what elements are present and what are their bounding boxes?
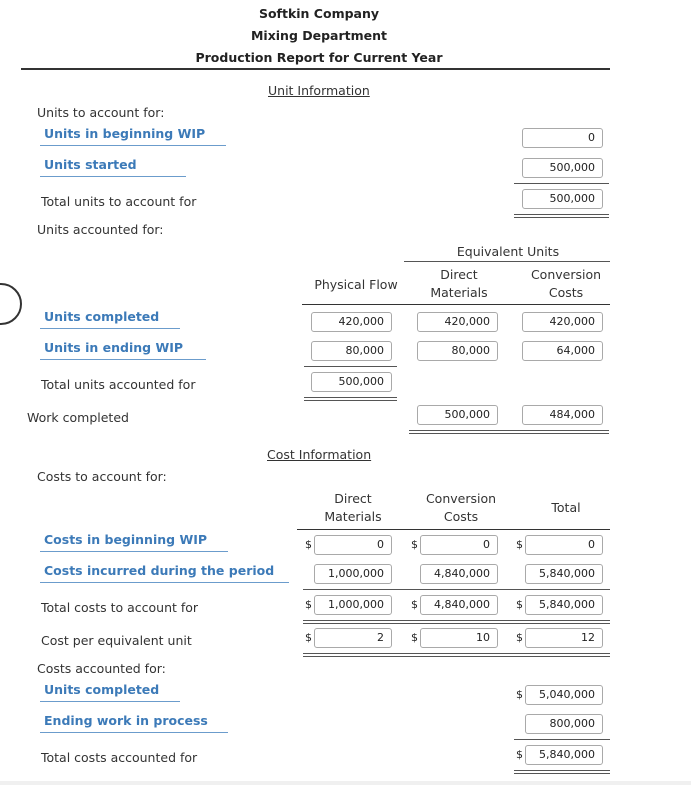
total-costs-label: Total costs to account for	[41, 600, 199, 615]
total-units-label: Total units to account for	[41, 194, 197, 209]
cost-total-double-rule	[303, 620, 610, 624]
scroll-indicator-circle	[0, 283, 22, 325]
total-units-input[interactable]: 500,000	[522, 189, 603, 209]
units-to-account-label: Units to account for:	[37, 105, 165, 120]
bottom-scroll-edge	[0, 781, 691, 785]
ending-physical-input[interactable]: 80,000	[311, 341, 392, 361]
costs-incurred-total-input[interactable]: 5,840,000	[525, 564, 603, 584]
unit-info-title: Unit Information	[268, 83, 370, 98]
units-beginning-wip-input[interactable]: 0	[522, 128, 603, 148]
cpeu-cc-input[interactable]: 10	[420, 628, 498, 648]
cost-col-direct-materials: Direct Materials	[324, 491, 382, 524]
dollar-sign: $	[411, 598, 418, 611]
total-costs-accounted-input[interactable]: 5,840,000	[525, 745, 603, 765]
costs-bwip-dm-input[interactable]: 0	[314, 535, 392, 555]
work-completed-cc-input[interactable]: 484,000	[522, 405, 603, 425]
costs-to-account-label: Costs to account for:	[37, 469, 167, 484]
total-accounted-physical-input[interactable]: 500,000	[311, 372, 392, 392]
dollar-sign: $	[516, 598, 523, 611]
equiv-units-header: Equivalent Units	[456, 244, 560, 259]
cpeu-label: Cost per equivalent unit	[41, 633, 192, 648]
dollar-sign: $	[411, 538, 418, 551]
dollar-sign: $	[516, 688, 523, 701]
dollar-sign: $	[516, 631, 523, 644]
dollar-sign: $	[516, 538, 523, 551]
column-header-rule	[302, 304, 610, 305]
costs-bwip-total-input[interactable]: 0	[525, 535, 603, 555]
subtotal-rule	[514, 183, 609, 184]
work-completed-dm-input[interactable]: 500,000	[417, 405, 498, 425]
ending-cc-input[interactable]: 64,000	[522, 341, 603, 361]
completed-cc-input[interactable]: 420,000	[522, 312, 603, 332]
cost-col-conversion-costs: Conversion Costs	[425, 491, 497, 524]
col-physical-flow: Physical Flow	[314, 277, 398, 292]
work-completed-label: Work completed	[27, 410, 129, 425]
costs-incurred-dropdown[interactable]: Costs incurred during the period	[40, 563, 289, 583]
units-started-dropdown[interactable]: Units started	[40, 157, 186, 177]
dollar-sign: $	[305, 598, 312, 611]
department-name: Mixing Department	[250, 28, 388, 43]
costs-ending-total-input[interactable]: 800,000	[525, 714, 603, 734]
col-direct-materials: Direct Materials	[430, 267, 488, 300]
total-double-rule	[514, 214, 609, 218]
costs-units-completed-dropdown[interactable]: Units completed	[40, 682, 180, 702]
header-rule	[21, 68, 610, 70]
cpeu-dm-input[interactable]: 2	[314, 628, 392, 648]
cost-col-total: Total	[551, 500, 581, 515]
work-completed-double-rule	[409, 430, 609, 434]
costs-bwip-cc-input[interactable]: 0	[420, 535, 498, 555]
equiv-units-rule	[404, 261, 610, 262]
cost-info-title: Cost Information	[267, 447, 372, 462]
costs-beginning-wip-dropdown[interactable]: Costs in beginning WIP	[40, 532, 228, 552]
units-completed-dropdown[interactable]: Units completed	[40, 309, 180, 329]
cpeu-double-rule	[303, 653, 610, 657]
company-name: Softkin Company	[258, 6, 380, 21]
total-costs-total-input[interactable]: 5,840,000	[525, 595, 603, 615]
costs-completed-total-input[interactable]: 5,040,000	[525, 685, 603, 705]
dollar-sign: $	[305, 538, 312, 551]
completed-dm-input[interactable]: 420,000	[417, 312, 498, 332]
col-conversion-costs: Conversion Costs	[530, 267, 602, 300]
physical-total-double-rule	[304, 397, 397, 401]
cost-subtotal-rule	[303, 589, 610, 590]
total-costs-cc-input[interactable]: 4,840,000	[420, 595, 498, 615]
cost-header-rule	[297, 529, 610, 530]
physical-subtotal-rule	[304, 366, 397, 367]
dollar-sign: $	[516, 748, 523, 761]
cpeu-total-input[interactable]: 12	[525, 628, 603, 648]
dollar-sign: $	[411, 631, 418, 644]
dollar-sign: $	[305, 631, 312, 644]
units-started-input[interactable]: 500,000	[522, 158, 603, 178]
accounted-total-double-rule	[514, 770, 610, 774]
units-accounted-label: Units accounted for:	[37, 222, 164, 237]
total-costs-dm-input[interactable]: 1,000,000	[314, 595, 392, 615]
costs-incurred-dm-input[interactable]: 1,000,000	[314, 564, 392, 584]
total-costs-accounted-label: Total costs accounted for	[41, 750, 198, 765]
ending-wip-dropdown[interactable]: Ending work in process	[40, 713, 228, 733]
completed-physical-input[interactable]: 420,000	[311, 312, 392, 332]
total-units-accounted-label: Total units accounted for	[41, 377, 196, 392]
costs-accounted-label: Costs accounted for:	[37, 661, 166, 676]
units-ending-wip-dropdown[interactable]: Units in ending WIP	[40, 340, 206, 360]
costs-incurred-cc-input[interactable]: 4,840,000	[420, 564, 498, 584]
units-beginning-wip-dropdown[interactable]: Units in beginning WIP	[40, 126, 226, 146]
accounted-subtotal-rule	[514, 739, 610, 740]
report-title: Production Report for Current Year	[195, 50, 443, 65]
ending-dm-input[interactable]: 80,000	[417, 341, 498, 361]
